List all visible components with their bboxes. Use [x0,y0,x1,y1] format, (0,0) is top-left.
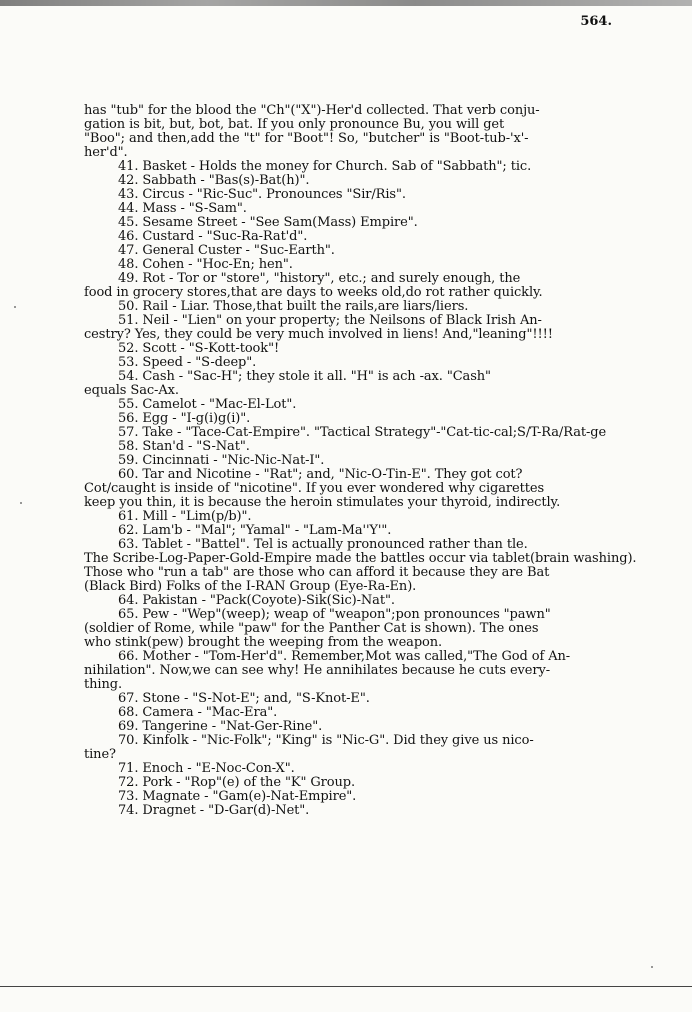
text-line: 64. Pakistan - "Pack(Coyote)-Sik(Sic)-Nat". [118,594,395,608]
text-line: 74. Dragnet - "D-Gar(d)-Net". [118,804,310,818]
text-line: Cot/caught is inside of "nicotine". If you ever wondered why cigarettes [84,482,545,496]
text-line: 56. Egg - "I-g(i)g(i)". [118,412,251,426]
text-line: 41. Basket - Holds the money for Church. Sab of "Sabbath"; tic. [118,160,532,174]
text-line: 53. Speed - "S-deep". [118,356,257,370]
text-line: Those who "run a tab" are those who can afford it because they are Bat [84,566,550,580]
text-line: who stink(pew) brought the weeping from the weapon. [84,636,443,650]
text-line: 48. Cohen - "Hoc-En; hen". [118,258,293,272]
text-line: 50. Rail - Liar. Those,that built the rails,are liars/liers. [118,300,469,314]
text-line: thing. [84,678,122,692]
text-line: (Black Bird) Folks of the I-RAN Group (Eye-Ra-En). [84,580,417,594]
text-line: 46. Custard - "Suc-Ra-Rat'd". [118,230,308,244]
text-line: 67. Stone - "S-Not-E"; and, "S-Knot-E". [118,692,370,706]
text-line: 55. Camelot - "Mac-El-Lot". [118,398,297,412]
text-line: keep you thin, it is because the heroin stimulates your thyroid, indirectly. [84,496,561,510]
scan-speck [20,502,22,504]
text-line: 52. Scott - "S-Kott-took"! [118,342,280,356]
text-line: cestry? Yes, they could be very much involved in liens! And,"leaning"!!!! [84,328,553,342]
text-line: 47. General Custer - "Suc-Earth". [118,244,335,258]
text-line: 61. Mill - "Lim(p/b)". [118,510,252,524]
text-line: 62. Lam'b - "Mal"; "Yamal" - "Lam-Ma''Y'". [118,524,392,538]
text-line: tine? [84,748,116,762]
text-line: 59. Cincinnati - "Nic-Nic-Nat-I". [118,454,325,468]
text-line: nihilation". Now,we can see why! He annihilates because he cuts every- [84,664,551,678]
text-line: 57. Take - "Tace-Cat-Empire". "Tactical Strategy"-"Cat-tic-cal;S/T-Ra/Rat-ge [118,426,607,440]
text-line: has "tub" for the blood the "Ch"("X")-Her'd collected. That verb conju- [84,104,540,118]
text-line: equals Sac-Ax. [84,384,179,398]
text-line: 69. Tangerine - "Nat-Ger-Rine". [118,720,323,734]
text-line: (soldier of Rome, while "paw" for the Panther Cat is shown). The ones [84,622,539,636]
text-line: 54. Cash - "Sac-H"; they stole it all. "H" is ach -ax. "Cash" [118,370,491,384]
text-line: 73. Magnate - "Gam(e)-Nat-Empire". [118,790,357,804]
text-line: 70. Kinfolk - "Nic-Folk"; "King" is "Nic-G". Did they give us nico- [118,734,534,748]
text-line: 66. Mother - "Tom-Her'd". Remember,Mot was called,"The God of An- [118,650,571,664]
text-line: 42. Sabbath - "Bas(s)-Bat(h)". [118,174,310,188]
text-line: 49. Rot - Tor or "store", "history", etc.; and surely enough, the [118,272,521,286]
text-line: The Scribe-Log-Paper-Gold-Empire made the battles occur via tablet(brain washing). [84,552,637,566]
text-line: 63. Tablet - "Battel". Tel is actually pronounced rather than tle. [118,538,528,552]
text-line: gation is bit, but, bot, bat. If you only pronounce Bu, you will get [84,118,505,132]
text-line: 44. Mass - "S-Sam". [118,202,247,216]
text-line: food in grocery stores,that are days to weeks old,do rot rather quickly. [84,286,543,300]
text-line: 43. Circus - "Ric-Suc". Pronounces "Sir/Ris". [118,188,406,202]
text-line: 65. Pew - "Wep"(weep); weap of "weapon";pon pronounces "pawn" [118,608,551,622]
text-line: "Boo"; and then,add the "t" for "Boot"! So, "butcher" is "Boot-tub-'x'- [84,132,529,146]
scan-top-edge [0,0,692,6]
text-line: 45. Sesame Street - "See Sam(Mass) Empire". [118,216,418,230]
text-line: her'd". [84,146,128,160]
document-body [84,104,690,818]
text-line: 58. Stan'd - "S-Nat". [118,440,250,454]
text-line: 72. Pork - "Rop"(e) of the "K" Group. [118,776,356,790]
text-line: 68. Camera - "Mac-Era". [118,706,278,720]
text-line: 60. Tar and Nicotine - "Rat"; and, "Nic-O-Tin-E". They got cot? [118,468,523,482]
page-number: 564. [580,14,612,29]
scan-speck [651,966,653,968]
bottom-rule [0,986,692,987]
text-line: 51. Neil - "Lien" on your property; the Neilsons of Black Irish An- [118,314,542,328]
text-line: 71. Enoch - "E-Noc-Con-X". [118,762,295,776]
scan-speck [14,306,16,308]
